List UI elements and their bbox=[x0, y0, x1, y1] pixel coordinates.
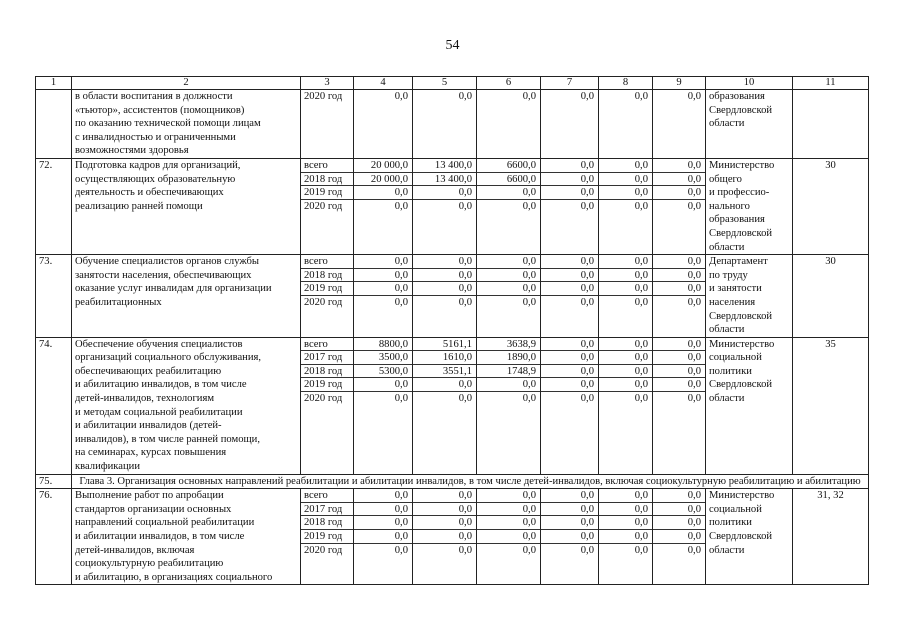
value: 13 400,0 bbox=[413, 173, 476, 187]
value-cell bbox=[354, 255, 413, 338]
value: 0,0 bbox=[653, 530, 705, 544]
description-line: осуществляющих образовательную bbox=[75, 173, 236, 185]
value: 0,0 bbox=[580, 544, 594, 556]
chapter-row bbox=[36, 474, 869, 489]
value: 0,0 bbox=[522, 393, 536, 405]
value-cell bbox=[477, 337, 541, 474]
value: 0,0 bbox=[394, 296, 408, 308]
value-cell bbox=[599, 255, 653, 338]
row-years bbox=[301, 489, 354, 585]
value: 0,0 bbox=[477, 489, 540, 503]
value: 0,0 bbox=[477, 378, 540, 392]
row-description bbox=[72, 489, 301, 585]
value: 0,0 bbox=[634, 544, 648, 556]
executor-line: области bbox=[709, 241, 745, 253]
value-cell bbox=[541, 255, 599, 338]
value: 0,0 bbox=[541, 365, 598, 379]
value: 5161,1 bbox=[413, 338, 476, 352]
value: 0,0 bbox=[394, 91, 408, 102]
row-number: 72. bbox=[36, 158, 72, 254]
value: 0,0 bbox=[599, 378, 652, 392]
value: 0,0 bbox=[458, 200, 472, 212]
executor-line: и занятости bbox=[709, 283, 762, 295]
value: 0,0 bbox=[599, 159, 652, 173]
value-cell bbox=[477, 255, 541, 338]
value: 0,0 bbox=[477, 530, 540, 544]
executor-line: образования bbox=[709, 91, 765, 102]
value: 0,0 bbox=[599, 516, 652, 530]
year-label: 2017 год bbox=[301, 351, 353, 365]
value: 0,0 bbox=[458, 91, 472, 102]
row-years bbox=[301, 158, 354, 254]
value-cell bbox=[541, 158, 599, 254]
value: 0,0 bbox=[634, 200, 648, 212]
description-line: по оказанию технической помощи лицам bbox=[75, 118, 261, 130]
row-years bbox=[301, 90, 354, 159]
value: 0,0 bbox=[477, 516, 540, 530]
value: 8800,0 bbox=[354, 338, 412, 352]
row-target-ref bbox=[793, 90, 869, 159]
description-line: Подготовка кадров для организаций, bbox=[75, 159, 241, 171]
header-cell: 4 bbox=[354, 77, 413, 90]
value-cell bbox=[599, 158, 653, 254]
executor-line: образования bbox=[709, 214, 765, 226]
row-years bbox=[301, 337, 354, 474]
value: 0,0 bbox=[413, 282, 476, 296]
description-line: оказание услуг инвалидам для организации bbox=[75, 283, 272, 295]
value: 1890,0 bbox=[477, 351, 540, 365]
header-cell: 10 bbox=[706, 77, 793, 90]
description-line: возможностями здоровья bbox=[75, 145, 189, 157]
value: 0,0 bbox=[458, 393, 472, 405]
value-cell bbox=[653, 489, 706, 585]
value: 0,0 bbox=[580, 91, 594, 102]
year-label: 2017 год bbox=[301, 503, 353, 517]
header-row bbox=[36, 77, 869, 90]
row-number bbox=[36, 90, 72, 159]
description-line: Выполнение работ по апробации bbox=[75, 490, 224, 502]
executor-line: области bbox=[709, 118, 745, 130]
value: 0,0 bbox=[541, 489, 598, 503]
executor-line: Свердловской bbox=[709, 227, 773, 239]
value: 0,0 bbox=[354, 269, 412, 283]
description-line: инвалидов), в том числе ранней помощи, bbox=[75, 433, 260, 445]
executor-line: социальной bbox=[709, 352, 762, 364]
value-cell bbox=[599, 489, 653, 585]
value: 0,0 bbox=[541, 173, 598, 187]
table-body bbox=[36, 77, 869, 585]
value: 0,0 bbox=[653, 503, 705, 517]
value: 0,0 bbox=[599, 173, 652, 187]
value: 0,0 bbox=[580, 200, 594, 212]
description-line: квалификации bbox=[75, 461, 140, 473]
value: 0,0 bbox=[599, 269, 652, 283]
year-label: всего bbox=[301, 159, 353, 173]
value: 0,0 bbox=[599, 351, 652, 365]
value: 0,0 bbox=[413, 530, 476, 544]
row-target-ref: 30 bbox=[793, 158, 869, 254]
description-line: на семинарах, курсах повышения bbox=[75, 447, 227, 459]
row-number: 76. bbox=[36, 489, 72, 585]
value: 0,0 bbox=[653, 282, 705, 296]
row-description bbox=[72, 90, 301, 159]
header-cell: 11 bbox=[793, 77, 869, 90]
value: 0,0 bbox=[477, 186, 540, 200]
year-label: 2019 год bbox=[301, 282, 353, 296]
year-label: 2020 год bbox=[304, 296, 343, 308]
year-label: 2019 год bbox=[301, 378, 353, 392]
row-description bbox=[72, 255, 301, 338]
value: 0,0 bbox=[477, 282, 540, 296]
value: 0,0 bbox=[394, 393, 408, 405]
year-label: всего bbox=[301, 255, 353, 269]
value-cell bbox=[413, 337, 477, 474]
value: 0,0 bbox=[413, 489, 476, 503]
value: 0,0 bbox=[541, 530, 598, 544]
executor-line: Свердловской bbox=[709, 379, 773, 391]
description-line: Обучение специалистов органов службы bbox=[75, 256, 260, 268]
value: 0,0 bbox=[413, 186, 476, 200]
description-line: реализацию ранней помощи bbox=[75, 200, 203, 212]
executor-line: Министерство bbox=[709, 490, 775, 502]
value: 0,0 bbox=[687, 296, 701, 308]
description-line: детей-инвалидов, технологиям bbox=[75, 393, 215, 405]
row-executor bbox=[706, 255, 793, 338]
row-executor bbox=[706, 158, 793, 254]
header-cell: 7 bbox=[541, 77, 599, 90]
header-cell: 2 bbox=[72, 77, 301, 90]
value-cell bbox=[354, 158, 413, 254]
description-line: направлений социальной реабилитации bbox=[75, 517, 255, 529]
executor-line: политики bbox=[709, 517, 752, 529]
value: 6600,0 bbox=[477, 173, 540, 187]
value: 0,0 bbox=[354, 378, 412, 392]
table-row bbox=[36, 255, 869, 338]
value: 6600,0 bbox=[477, 159, 540, 173]
value: 0,0 bbox=[541, 269, 598, 283]
value: 0,0 bbox=[522, 200, 536, 212]
executor-line: социальной bbox=[709, 503, 762, 515]
value: 0,0 bbox=[599, 186, 652, 200]
program-table bbox=[35, 76, 869, 585]
description-line: Обеспечение обучения специалистов bbox=[75, 338, 243, 350]
year-label: 2020 год bbox=[304, 393, 343, 405]
value: 0,0 bbox=[653, 489, 705, 503]
value-cell bbox=[541, 90, 599, 159]
value: 20 000,0 bbox=[354, 159, 412, 173]
value: 0,0 bbox=[354, 282, 412, 296]
description-line: и методам социальной реабилитации bbox=[75, 406, 243, 418]
description-line: в области воспитания в должности bbox=[75, 91, 233, 102]
table-row bbox=[36, 489, 869, 585]
chapter-number: 75. bbox=[36, 474, 72, 489]
value: 0,0 bbox=[477, 255, 540, 269]
executor-line: и профессио- bbox=[709, 187, 770, 199]
executor-line: области bbox=[709, 393, 745, 405]
value: 0,0 bbox=[541, 255, 598, 269]
value-cell bbox=[354, 489, 413, 585]
executor-line: области bbox=[709, 544, 745, 556]
chapter-title: Глава 3. Организация основных направлений реабилитации и абилитации инвалидов, в том числе детей-инвалидов, включая социокультурную реабилитацию и абилитацию bbox=[72, 474, 869, 489]
description-line: и абилитации инвалидов (детей- bbox=[75, 420, 222, 432]
value-cell bbox=[653, 158, 706, 254]
year-label: 2018 год bbox=[301, 516, 353, 530]
table-row bbox=[36, 337, 869, 474]
value: 0,0 bbox=[541, 159, 598, 173]
value: 1748,9 bbox=[477, 365, 540, 379]
year-label: 2018 год bbox=[301, 173, 353, 187]
value-cell bbox=[541, 337, 599, 474]
description-line: и абилитацию, в организациях социального bbox=[75, 571, 273, 583]
value: 0,0 bbox=[580, 393, 594, 405]
value: 0,0 bbox=[599, 489, 652, 503]
value: 0,0 bbox=[413, 378, 476, 392]
value: 0,0 bbox=[354, 186, 412, 200]
row-description bbox=[72, 337, 301, 474]
value: 0,0 bbox=[687, 393, 701, 405]
value: 3500,0 bbox=[354, 351, 412, 365]
value-cell bbox=[413, 90, 477, 159]
year-label: всего bbox=[301, 338, 353, 352]
row-number: 74. bbox=[36, 337, 72, 474]
value: 0,0 bbox=[394, 200, 408, 212]
value: 0,0 bbox=[541, 378, 598, 392]
row-executor bbox=[706, 337, 793, 474]
value-cell bbox=[413, 255, 477, 338]
year-label: всего bbox=[301, 489, 353, 503]
value: 0,0 bbox=[687, 200, 701, 212]
value: 0,0 bbox=[653, 159, 705, 173]
row-years bbox=[301, 255, 354, 338]
value-cell bbox=[354, 337, 413, 474]
description-line: занятости населения, обеспечивающих bbox=[75, 269, 252, 281]
description-line: «тьютор», ассистентов (помощников) bbox=[75, 104, 245, 116]
value: 0,0 bbox=[541, 282, 598, 296]
row-target-ref: 35 bbox=[793, 337, 869, 474]
value: 5300,0 bbox=[354, 365, 412, 379]
description-line: реабилитационных bbox=[75, 296, 162, 308]
value: 0,0 bbox=[522, 91, 536, 102]
value: 0,0 bbox=[653, 365, 705, 379]
value: 0,0 bbox=[599, 503, 652, 517]
value: 0,0 bbox=[599, 338, 652, 352]
value: 0,0 bbox=[599, 365, 652, 379]
header-cell: 3 bbox=[301, 77, 354, 90]
value: 0,0 bbox=[522, 544, 536, 556]
value: 0,0 bbox=[653, 186, 705, 200]
year-label: 2019 год bbox=[301, 186, 353, 200]
header-cell: 1 bbox=[36, 77, 72, 90]
value: 0,0 bbox=[458, 544, 472, 556]
value-cell bbox=[599, 90, 653, 159]
value: 0,0 bbox=[599, 255, 652, 269]
executor-line: области bbox=[709, 324, 745, 336]
page-number: 54 bbox=[445, 38, 460, 53]
value: 0,0 bbox=[458, 296, 472, 308]
description-line: и абилитацию инвалидов, в том числе bbox=[75, 379, 247, 391]
header-cell: 8 bbox=[599, 77, 653, 90]
value: 0,0 bbox=[413, 269, 476, 283]
row-target-ref: 30 bbox=[793, 255, 869, 338]
table-row bbox=[36, 90, 869, 159]
executor-line: нального bbox=[709, 200, 750, 212]
value-cell bbox=[354, 90, 413, 159]
value: 0,0 bbox=[541, 351, 598, 365]
executor-line: по труду bbox=[709, 269, 748, 281]
value: 20 000,0 bbox=[354, 173, 412, 187]
description-line: детей-инвалидов, включая bbox=[75, 544, 195, 556]
value: 0,0 bbox=[653, 269, 705, 283]
row-target-ref: 31, 32 bbox=[793, 489, 869, 585]
value: 0,0 bbox=[653, 173, 705, 187]
value: 0,0 bbox=[413, 503, 476, 517]
value: 0,0 bbox=[653, 255, 705, 269]
header-cell: 5 bbox=[413, 77, 477, 90]
description-line: деятельность и обеспечивающих bbox=[75, 187, 224, 199]
value-cell bbox=[541, 489, 599, 585]
year-label: 2020 год bbox=[304, 91, 343, 102]
value: 0,0 bbox=[653, 338, 705, 352]
value: 0,0 bbox=[541, 186, 598, 200]
year-label: 2019 год bbox=[301, 530, 353, 544]
executor-line: Свердловской bbox=[709, 310, 773, 322]
value-cell bbox=[477, 489, 541, 585]
value: 0,0 bbox=[653, 378, 705, 392]
value: 0,0 bbox=[477, 503, 540, 517]
executor-line: Свердловской bbox=[709, 531, 773, 542]
executor-line: Департамент bbox=[709, 256, 768, 268]
executor-line: населения bbox=[709, 296, 756, 308]
value: 0,0 bbox=[541, 516, 598, 530]
value: 0,0 bbox=[599, 530, 652, 544]
value: 0,0 bbox=[541, 338, 598, 352]
description-line: организаций социального обслуживания, bbox=[75, 352, 262, 364]
value: 1610,0 bbox=[413, 351, 476, 365]
row-executor bbox=[706, 489, 793, 585]
value: 0,0 bbox=[541, 503, 598, 517]
value: 0,0 bbox=[687, 544, 701, 556]
description-line: с инвалидностью и ограниченными bbox=[75, 131, 236, 143]
value: 0,0 bbox=[653, 516, 705, 530]
value: 0,0 bbox=[354, 255, 412, 269]
value: 0,0 bbox=[354, 530, 412, 544]
row-description bbox=[72, 158, 301, 254]
value-cell bbox=[599, 337, 653, 474]
value: 0,0 bbox=[634, 296, 648, 308]
value: 0,0 bbox=[580, 296, 594, 308]
executor-line: Министерство bbox=[709, 338, 775, 350]
value: 0,0 bbox=[354, 489, 412, 503]
value: 3638,9 bbox=[477, 338, 540, 352]
value: 0,0 bbox=[354, 516, 412, 530]
value: 0,0 bbox=[634, 91, 648, 102]
value: 0,0 bbox=[522, 296, 536, 308]
table-row bbox=[36, 158, 869, 254]
value-cell bbox=[477, 158, 541, 254]
year-label: 2018 год bbox=[301, 365, 353, 379]
value: 0,0 bbox=[599, 282, 652, 296]
row-executor bbox=[706, 90, 793, 159]
header-cell: 6 bbox=[477, 77, 541, 90]
description-line: социокультурную реабилитацию bbox=[75, 558, 224, 570]
executor-line: общего bbox=[709, 173, 742, 185]
value: 0,0 bbox=[354, 503, 412, 517]
value: 3551,1 bbox=[413, 365, 476, 379]
value-cell bbox=[477, 90, 541, 159]
executor-line: Министерство bbox=[709, 159, 775, 171]
value: 0,0 bbox=[653, 351, 705, 365]
header-cell: 9 bbox=[653, 77, 706, 90]
year-label: 2020 год bbox=[304, 200, 343, 212]
value-cell bbox=[653, 337, 706, 474]
row-number: 73. bbox=[36, 255, 72, 338]
year-label: 2020 год bbox=[304, 544, 343, 556]
value-cell bbox=[413, 158, 477, 254]
value-cell bbox=[413, 489, 477, 585]
value-cell bbox=[653, 255, 706, 338]
value: 0,0 bbox=[394, 544, 408, 556]
value: 0,0 bbox=[687, 91, 701, 102]
description-line: стандартов организации основных bbox=[75, 503, 232, 515]
description-line: и абилитации инвалидов, в том числе bbox=[75, 531, 245, 542]
value: 0,0 bbox=[413, 516, 476, 530]
value: 13 400,0 bbox=[413, 159, 476, 173]
description-line: обеспечивающих реабилитацию bbox=[75, 365, 222, 377]
executor-line: Свердловской bbox=[709, 104, 773, 116]
value: 0,0 bbox=[413, 255, 476, 269]
year-label: 2018 год bbox=[301, 269, 353, 283]
value-cell bbox=[653, 90, 706, 159]
executor-line: политики bbox=[709, 365, 752, 377]
value: 0,0 bbox=[477, 269, 540, 283]
value: 0,0 bbox=[634, 393, 648, 405]
